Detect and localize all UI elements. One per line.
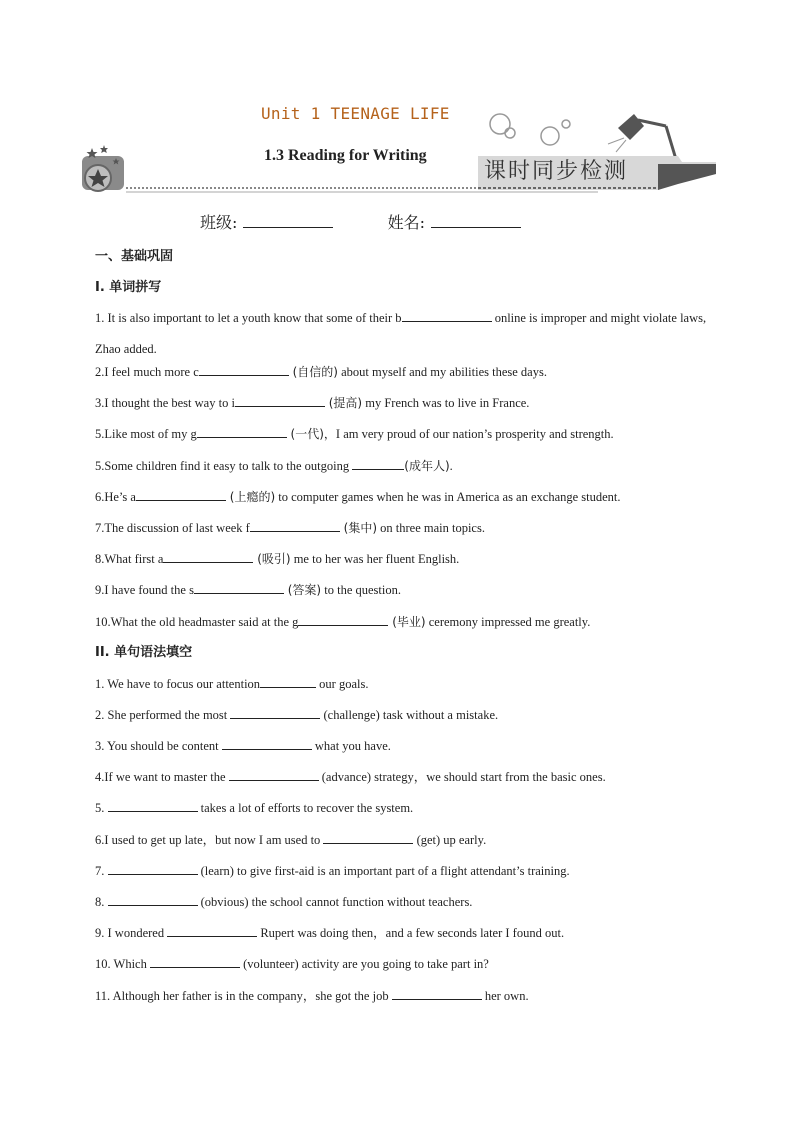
list-item: 8. (obvious) the school cannot function without teachers.: [95, 895, 473, 909]
answer-blank[interactable]: [199, 363, 289, 376]
unit-title: Unit 1 TEENAGE LIFE: [261, 104, 450, 123]
list-item: 2.I feel much more c (自信的) about myself and my abilities these days.: [95, 365, 547, 379]
banner-label: 课时同步检测: [484, 159, 629, 184]
list-item: 1. It is also important to let a youth know that some of their b online is improper and might violate laws, Zhao added.: [95, 311, 707, 356]
answer-blank[interactable]: [108, 893, 198, 906]
part2-title: II. 单句语法填空: [95, 644, 193, 660]
header: [78, 96, 718, 196]
answer-blank[interactable]: [150, 955, 240, 968]
star-badge-icon: [82, 145, 124, 191]
answer-blank[interactable]: [323, 831, 413, 844]
list-item: 10.What the old headmaster said at the g (毕业) ceremony impressed me greatly.: [95, 614, 591, 629]
list-item: 9.I have found the s (答案) to the question.: [95, 583, 401, 598]
class-label: 班级:: [200, 213, 238, 232]
list-item: 5.Like most of my g (一代)，I am very proud of our nation’s prosperity and strength.: [95, 427, 614, 442]
list-item: 9. I wondered Rupert was doing then，and a few seconds later I found out.: [95, 926, 565, 941]
answer-blank[interactable]: [229, 768, 319, 781]
answer-blank[interactable]: [194, 581, 284, 594]
answer-blank[interactable]: [250, 519, 340, 532]
lesson-title: 1.3 Reading for Writing: [264, 147, 427, 164]
list-item: 4.If we want to master the (advance) strategy，we should start from the basic ones.: [95, 770, 606, 785]
list-item: 8.What first a (吸引) me to her was her fluent English.: [95, 552, 460, 567]
answer-blank[interactable]: [108, 799, 198, 812]
answer-blank[interactable]: [402, 309, 492, 322]
list-item: 5. takes a lot of efforts to recover the system.: [95, 801, 414, 816]
name-blank[interactable]: [431, 213, 521, 228]
list-item: 3. You should be content what you have.: [95, 739, 391, 754]
section-title-basic: 一、基础巩固: [95, 249, 174, 264]
answer-blank[interactable]: [352, 457, 404, 470]
answer-blank[interactable]: [222, 737, 312, 750]
answer-blank[interactable]: [197, 425, 287, 438]
answer-blank[interactable]: [167, 924, 257, 937]
list-item: 6.He’s a (上瘾的) to computer games when he was in America as an exchange student.: [95, 489, 621, 504]
list-item: 1. We have to focus our attention our goals.: [95, 676, 369, 691]
answer-blank[interactable]: [260, 675, 316, 688]
class-name-line: [200, 210, 521, 233]
answer-blank[interactable]: [298, 613, 388, 626]
list-item: 3.I thought the best way to i (提高) my French was to live in France.: [95, 396, 530, 411]
list-item: 11. Although her father is in the company，she got the job her own.: [95, 988, 529, 1003]
answer-blank[interactable]: [136, 488, 226, 501]
answer-blank[interactable]: [163, 550, 253, 563]
part1-title: I. 单词拼写: [95, 280, 162, 295]
class-blank[interactable]: [243, 213, 333, 228]
list-item: 6.I used to get up late，but now I am used to (get) up early.: [95, 832, 487, 847]
list-item: 7. (learn) to give first-aid is an important part of a flight attendant’s training.: [95, 863, 570, 878]
list-item: 10. Which (volunteer) activity are you going to take part in?: [95, 957, 489, 972]
answer-blank[interactable]: [230, 706, 320, 719]
list-item: 7.The discussion of last week f (集中) on three main topics.: [95, 520, 485, 535]
list-item: 2. She performed the most (challenge) task without a mistake.: [95, 707, 499, 722]
answer-blank[interactable]: [235, 394, 325, 407]
name-label: 姓名:: [387, 213, 425, 232]
worksheet-content: [95, 248, 715, 1018]
answer-blank[interactable]: [108, 862, 198, 875]
list-item: 5.Some children find it easy to talk to the outgoing (成年人).: [95, 458, 453, 473]
answer-blank[interactable]: [392, 987, 482, 1000]
